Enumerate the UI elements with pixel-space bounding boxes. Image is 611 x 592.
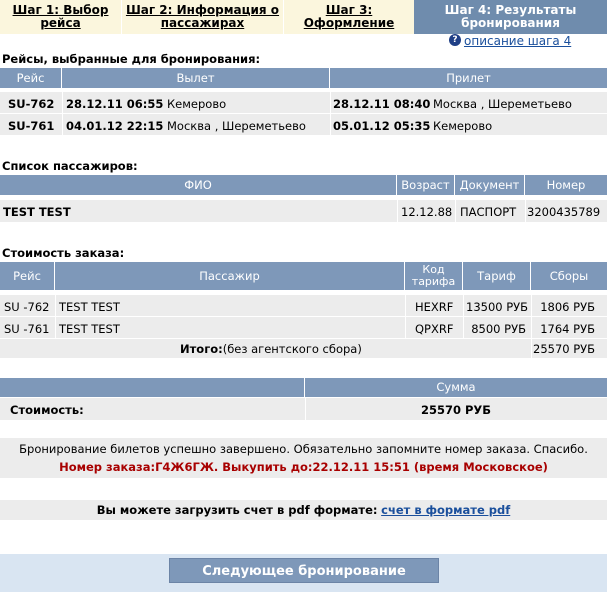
cost-fare-code: HEXRF: [415, 300, 454, 314]
passengers-title: Список пассажиров:: [2, 159, 138, 173]
passengers-header-document: Документ: [455, 175, 525, 195]
cost-header-tariff: Тариф: [463, 262, 531, 290]
arrival-city: Москва , Шереметьево: [433, 97, 572, 111]
cost-header-flight: Рейс: [0, 262, 55, 290]
step-2-label: Шаг 2: Информация о пассажирах: [125, 3, 280, 30]
order-info: [0, 460, 607, 474]
passenger-doc-number: 3200435789: [527, 205, 601, 219]
cost-flight: SU -762: [4, 300, 50, 314]
passenger-age: 12.12.88: [401, 205, 453, 219]
arrival-time: 28.12.11 08:40: [333, 97, 431, 111]
flights-header-arrival: Прилет: [330, 68, 607, 88]
cost-passenger: TEST TEST: [59, 300, 120, 314]
cost-header-fees: Сборы: [531, 262, 607, 290]
passengers-header-age: Возраст: [397, 175, 455, 195]
sum-label: Стоимость:: [10, 403, 84, 417]
flight-number: SU-762: [8, 97, 55, 111]
pdf-download-row: [0, 500, 607, 520]
step-1-label: Шаг 1: Выбор рейса: [12, 3, 109, 30]
help-icon[interactable]: ?: [449, 34, 461, 46]
step-4-current: [414, 0, 607, 34]
total-note: (без агентского сбора): [222, 342, 362, 356]
cost-title: Стоимость заказа:: [2, 246, 125, 260]
arrival-city: Кемерово: [433, 119, 493, 133]
order-number: Г4Ж6ГЖ. Выкупить до:22.12.11 15:51 (время Московское): [155, 460, 548, 474]
cost-fees: 1764 РУБ: [540, 322, 595, 336]
sum-value: 25570 РУБ: [420, 403, 492, 417]
step-2-link[interactable]: [122, 0, 284, 34]
cost-flight: SU -761: [4, 322, 50, 336]
steps-bar: [0, 0, 607, 34]
step-3-link[interactable]: [284, 0, 414, 34]
cost-tariff: 13500 РУБ: [466, 300, 529, 314]
pdf-link[interactable]: счет в формате pdf: [381, 503, 511, 517]
cost-fees: 1806 РУБ: [540, 300, 595, 314]
cost-fare-code: QPXRF: [415, 322, 454, 336]
passengers-header-name: ФИО: [0, 175, 397, 195]
sum-header: Сумма: [305, 378, 607, 397]
pdf-text: Вы можете загрузить счет в pdf формате:: [96, 503, 378, 517]
cost-tariff: 8500 РУБ: [471, 322, 526, 336]
success-message: Бронирование билетов успешно завершено. Обязательно запомните номер заказа. Спасибо.: [19, 442, 588, 456]
passenger-name: TEST TEST: [3, 205, 71, 219]
step-4-help-link[interactable]: описание шага 4: [464, 34, 572, 48]
flights-header-departure: Вылет: [62, 68, 330, 88]
fare-code-line1: Код: [422, 263, 445, 276]
departure-city: Москва , Шереметьево: [167, 119, 306, 133]
next-booking-button[interactable]: Следующее бронирование: [169, 558, 439, 583]
cost-total: [180, 342, 362, 356]
cost-header-passenger: Пассажир: [55, 262, 405, 290]
cost-passenger: TEST TEST: [59, 322, 120, 336]
passengers-header-number: Номер: [525, 175, 607, 195]
cost-total-value: 25570 РУБ: [533, 342, 596, 356]
departure-time: 28.12.11 06:55: [66, 97, 164, 111]
step-3-label: Шаг 3: Оформление: [303, 3, 395, 30]
fare-code-line2: тарифа: [411, 275, 456, 288]
departure-time: 04.01.12 22:15: [66, 119, 164, 133]
step-4-label: Шаг 4: Результаты бронирования: [444, 3, 577, 30]
departure-city: Кемерово: [167, 97, 227, 111]
flights-title: Рейсы, выбранные для бронирования:: [2, 52, 261, 66]
passenger-document: ПАСПОРТ: [460, 205, 517, 219]
booking-result-box: [0, 438, 607, 478]
cost-header-fare-code: [405, 262, 463, 290]
total-label: Итого:: [180, 342, 223, 356]
flights-header-flight: Рейс: [0, 68, 62, 88]
order-label: Номер заказа:: [59, 460, 156, 474]
sum-header-blank: [0, 378, 305, 397]
arrival-time: 05.01.12 05:35: [333, 119, 431, 133]
step-1-link[interactable]: [0, 0, 122, 34]
flight-number: SU-761: [8, 119, 55, 133]
